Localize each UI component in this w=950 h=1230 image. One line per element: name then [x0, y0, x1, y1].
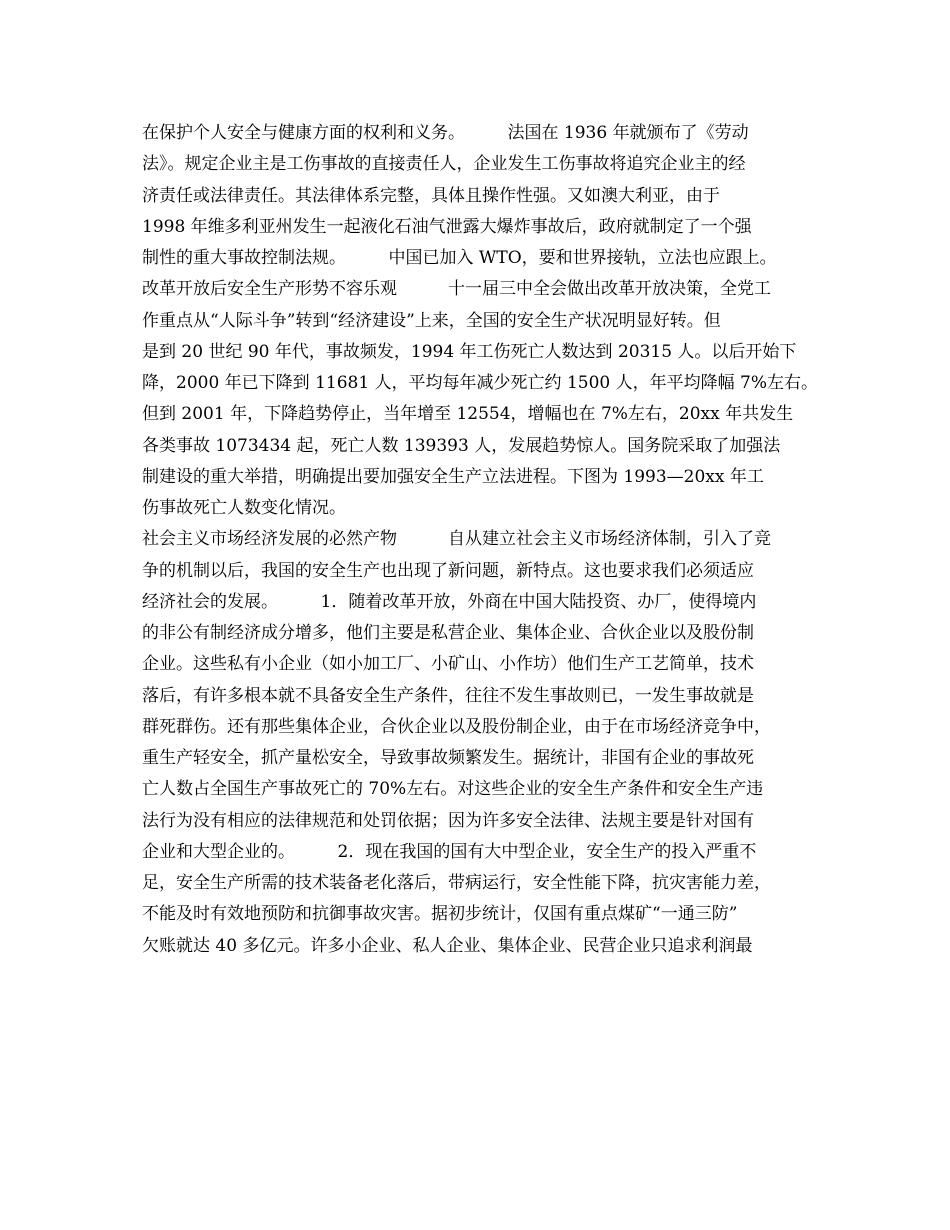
text-line: 足，安全生产所需的技术装备老化落后，带病运行，安全性能下降，抗灾害能力差，	[142, 873, 771, 893]
text-line: 的非公有制经济成分增多，他们主要是私营企业、集体企业、合伙企业以及股份制	[142, 623, 754, 643]
text-line: 伤事故死亡人数变化情况。	[142, 498, 346, 518]
text-line: 企业。这些私有小企业（如小加工厂、小矿山、小作坊）他们生产工艺简单，技术	[142, 654, 754, 675]
text-line: 在保护个人安全与健康方面的权利和义务。 法国在 1936 年就颁布了《劳动	[142, 123, 749, 143]
text-line: 法行为没有相应的法律规范和处罚依据；因为许多安全法律、法规主要是针对国有	[142, 810, 754, 831]
text-line: 重生产轻安全，抓产量松安全，导致事故频繁发生。据统计，非国有企业的事故死	[142, 748, 754, 768]
text-line: 落后，有许多根本就不具备安全生产条件，往往不发生事故则已，一发生事故就是	[142, 685, 754, 706]
text-line: 企业和大型企业的。 2．现在我国的国有大中型企业，安全生产的投入严重不	[142, 841, 757, 862]
text-line: 改革开放后安全生产形势不容乐观 十一届三中全会做出改革开放决策，全党工	[142, 279, 771, 300]
text-line: 群死群伤。还有那些集体企业，合伙企业以及股份制企业，由于在市场经济竞争中，	[142, 716, 771, 737]
text-line: 法》。规定企业主是工伤事故的直接责任人，企业发生工伤事故将追究企业主的经	[142, 154, 746, 175]
text-line: 但到 2001 年，下降趋势停止，当年增至 12554，增幅也在 7%左右，20xx 年共发生	[142, 404, 794, 425]
text-line: 经济社会的发展。 1．随着改革开放，外商在中国大陆投资、办厂，使得境内	[142, 591, 757, 612]
text-line: 各类事故 1073434 起，死亡人数 139393 人，发展趋势惊人。国务院采取了加强法	[142, 435, 781, 456]
text-line: 欠账就达 40 多亿元。许多小企业、私人企业、集体企业、民营企业只追求利润最	[142, 935, 753, 956]
text-line: 制建设的重大举措，明确提出要加强安全生产立法进程。下图为 1993—20xx 年工	[142, 466, 764, 487]
text-line: 是到 20 世纪 90 年代，事故频发，1994 年工伤死亡人数达到 20315 人。以后开始下	[142, 341, 797, 362]
text-line: 不能及时有效地预防和抗御事故灾害。据初步统计，仅国有重点煤矿“一通三防”	[142, 904, 738, 925]
text-line: 降，2000 年已下降到 11681 人，平均每年减少死亡约 1500 人，年平均降幅 7%左右。	[142, 373, 818, 393]
text-line: 济责任或法律责任。其法律体系完整，具体且操作性强。又如澳大利亚，由于	[142, 185, 720, 206]
text-line: 作重点从“人际斗争”转到“经济建设”上来，全国的安全生产状况明显好转。但	[142, 310, 721, 331]
text-line: 社会主义市场经济发展的必然产物 自从建立社会主义市场经济体制，引入了竞	[142, 529, 771, 550]
text-line: 制性的重大事故控制法规。 中国已加入 WTO，要和世界接轨，立法也应跟上。	[142, 248, 777, 268]
text-line: 争的机制以后，我国的安全生产也出现了新问题，新特点。这也要求我们必须适应	[142, 560, 754, 581]
text-line: 1998 年维多利亚州发生一起液化石油气泄露大爆炸事故后，政府就制定了一个强	[142, 216, 752, 237]
body-text	[142, 118, 822, 962]
text-line: 亡人数占全国生产事故死亡的 70%左右。对这些企业的安全生产条件和安全生产违	[142, 779, 764, 800]
